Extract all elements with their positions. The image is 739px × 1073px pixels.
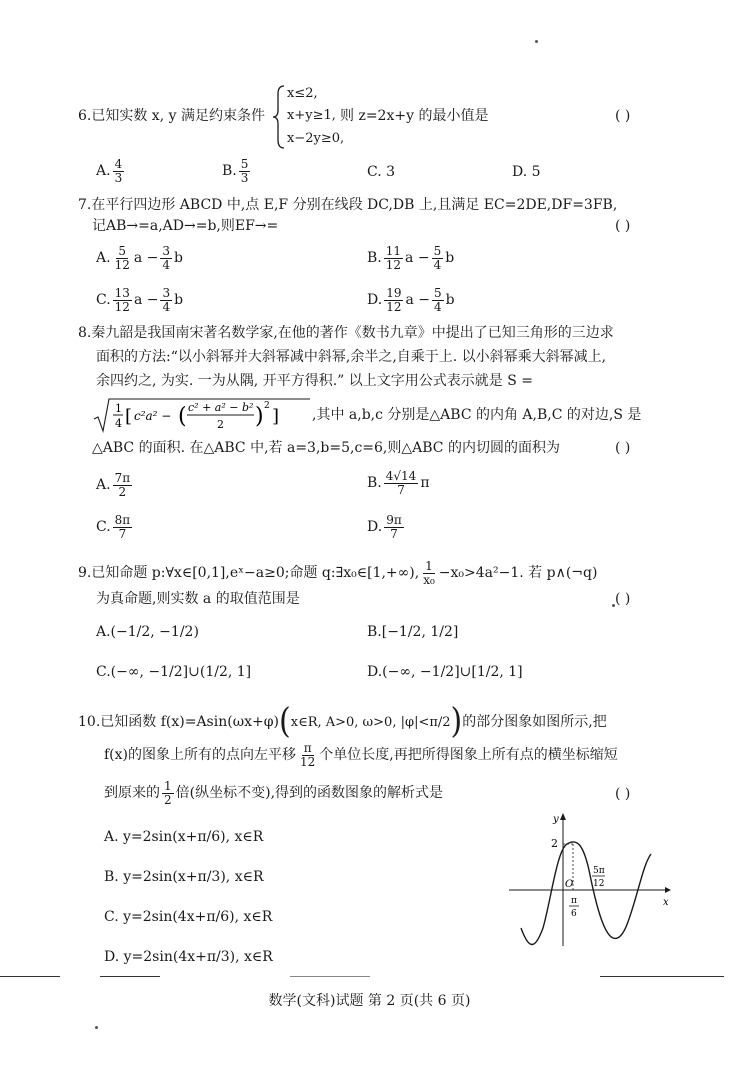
x-axis-arrow [665,887,671,893]
tick1-den: 6 [571,909,577,919]
tick1-num: π [571,896,577,906]
q7-option-a: A. $\frac{5}{12}$ a − $\frac{3}{4}$ b [96,244,183,272]
scan-speck [612,604,615,607]
q9-line1: 9.已知命题 p:∀x∈[0,1],eˣ−a≥0;命题 q:∃x₀∈[1,+∞), $\frac{1}{\text{x₀}}$ −x₀>4a²−1. 若 p∧(¬q) [78,559,598,587]
q7-option-d: D. $\frac{19}{12}$ a − $\frac{5}{4}$ b [367,286,455,314]
rule-right [600,976,724,977]
q10-line3: 到原来的 $\frac{1}{2}$ 倍(纵坐标不变),得到的函数图象的解析式是 [104,779,444,807]
y-axis-label: y [553,814,559,825]
q10-option-d: D. y=2sin(4x+π/3), x∈R [104,949,273,965]
q8-option-d: D. $\frac{9\pi}{7}$ [367,513,402,541]
max-label: 2 [551,837,558,850]
q6-answer-paren: ( ) [615,108,631,124]
tick2-den: 12 [593,879,605,889]
q9-option-c: C.(−∞, −1/2]∪(1/2, 1] [96,664,252,680]
scan-speck [95,1026,98,1029]
heron-formula [92,397,312,435]
svg-text:[: [ [125,406,133,427]
q6-stem: 6.已知实数 x, y 满足约束条件 [78,108,265,124]
scan-speck [535,40,538,43]
svg-text:2: 2 [217,418,224,431]
q6-option-d: D. 5 [512,164,541,180]
q6-option-c: C. 3 [367,164,396,180]
constraint-1: x≤2, [287,86,318,101]
q6-option-b: B. $\frac{5}{3}$ [222,157,249,185]
q9-line2: 为真命题,则实数 a 的取值范围是 [96,591,300,607]
q6-stem-b: 则 z=2x+y 的最小值是 [340,108,489,124]
page-footer: 数学(文科)试题 第 2 页(共 6 页) [268,993,471,1009]
q7-line2: 记AB→=a,AD→=b,则EF→= [92,218,279,234]
q10-option-a: A. y=2sin(x+π/6), x∈R [104,829,264,845]
q9-option-b: B.[−1/2, 1/2] [367,624,459,640]
q7-line1: 7.在平行四边形 ABCD 中,点 E,F 分别在线段 DC,DB 上,且满足 EC=2DE,DF=3FB, [78,197,618,213]
svg-text:c² + a² − b²: c² + a² − b² [188,401,254,414]
svg-text:c²a² −: c²a² − [134,409,172,423]
q8-line2: 面积的方法:“以小斜幂并大斜幂减中斜幂,余半之,自乘于上. 以小斜幂乘大斜幂减上, [96,349,607,365]
q9-answer-paren: ( ) [615,591,631,607]
svg-text:): ) [255,404,264,429]
q7-answer-paren: ( ) [615,218,631,234]
svg-text:(: ( [178,404,187,429]
q10-answer-paren: ( ) [615,786,631,802]
q10-option-c: C. y=2sin(4x+π/6), x∈R [104,909,273,925]
q10-line1: 10.已知函数 f(x)=Asin(ωx+φ)(x∈R, A>0, ω>0, |φ|<π/2)的部分图象如图所示,把 [78,701,607,742]
q9-option-a: A.(−1/2, −1/2) [96,624,199,640]
q8-line5: △ABC 的面积. 在△ABC 中,若 a=3,b=5,c=6,则△ABC 的内切圆的面积为 [92,440,560,456]
x-axis-label: x [663,897,669,908]
rule-center [290,976,370,977]
q8-line3: 余四约之, 为实. 一为从隅, 开平方得积.” 以上文字用公式表示就是 S = [96,373,533,389]
q8-option-c: C. $\frac{8\pi}{7}$ [96,513,131,541]
q7-option-c: C. $\frac{13}{12}$ a − $\frac{3}{4}$ b [96,286,184,314]
q8-line4: ,其中 a,b,c 分别是△ABC 的内角 A,B,C 的对边,S 是 [312,407,642,423]
svg-text:4: 4 [115,417,122,430]
constraint-3: x−2y≥0, [287,131,345,146]
q9-option-d: D.(−∞, −1/2]∪[1/2, 1] [367,664,523,680]
rule-left [0,976,60,977]
q6-option-a: A. $\frac{4}{3}$ [96,157,123,185]
sine-graph [505,810,675,950]
svg-text:1: 1 [115,402,122,415]
svg-text:]: ] [272,406,280,427]
q7-option-b: B. $\frac{11}{12}$ a − $\frac{5}{4}$ b [367,244,455,272]
sine-curve [521,842,651,945]
origin-label: O [565,879,574,890]
q10-line2: f(x)的图象上所有的点向左平移 $\frac{\pi}{12}$ 个单位长度,再把所得图象上所有点的横坐标缩短 [104,741,618,769]
q8-option-b: B. $\frac{4√14}{7}$ π [367,469,430,497]
q8-option-a: A. $\frac{7\pi}{2}$ [96,471,131,499]
q8-answer-paren: ( ) [615,440,631,456]
rule-left-2 [100,976,160,977]
constraint-brace [272,84,286,150]
y-axis-arrow [560,813,566,820]
constraint-2: x+y≥1, [287,108,336,123]
q10-option-b: B. y=2sin(x+π/3), x∈R [104,869,264,885]
tick2-num: 5π [593,866,605,876]
q8-line1: 8.秦九韶是我国南宋著名数学家,在他的著作《数书九章》中提出了已知三角形的三边求 [78,325,614,341]
svg-text:2: 2 [264,401,270,411]
